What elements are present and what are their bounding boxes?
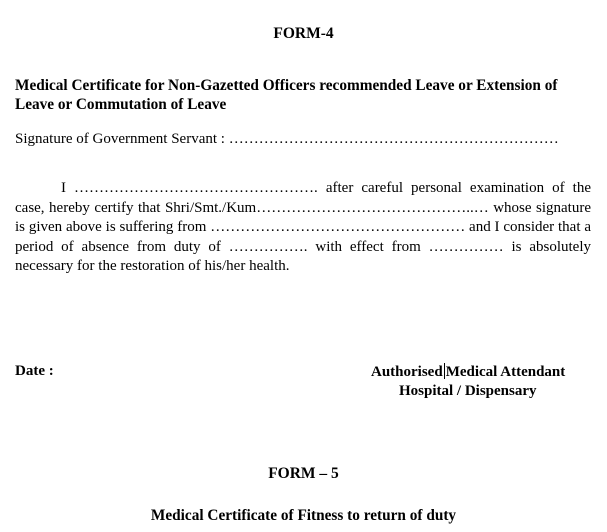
hospital-dispensary-text: Hospital / Dispensary (399, 383, 537, 399)
certificate-body-paragraph: I …………………………………………. after careful personal examination of the case, hereby certify that Shri/Smt./Kum……………………………………..… whose signature is given above is suffering from …………………………………………… and I consider that a period of absence from duty of ……………. with effect from …………… is absolutely necessary for the restoration of his/her health. (15, 180, 591, 275)
attendant-title-text: Medical Attendant (445, 364, 566, 380)
date-label: Date : (15, 363, 54, 379)
signature-of-government-servant-field: Signature of Government Servant : ………………………………………………………… (15, 131, 559, 147)
form5-title: FORM – 5 (268, 465, 339, 482)
form4-title: FORM-4 (273, 25, 334, 42)
authorised-medical-attendant-block (371, 363, 565, 401)
attendant-authorised-text: Authorised (371, 364, 443, 380)
text-cursor (444, 363, 445, 379)
attendant-line-1 (371, 363, 565, 382)
form4-certificate-heading: Medical Certificate for Non-Gazetted Officers recommended Leave or Extension of Leave or Commutation of Leave (15, 77, 558, 113)
form5-certificate-heading: Medical Certificate of Fitness to return of duty (150, 507, 457, 524)
